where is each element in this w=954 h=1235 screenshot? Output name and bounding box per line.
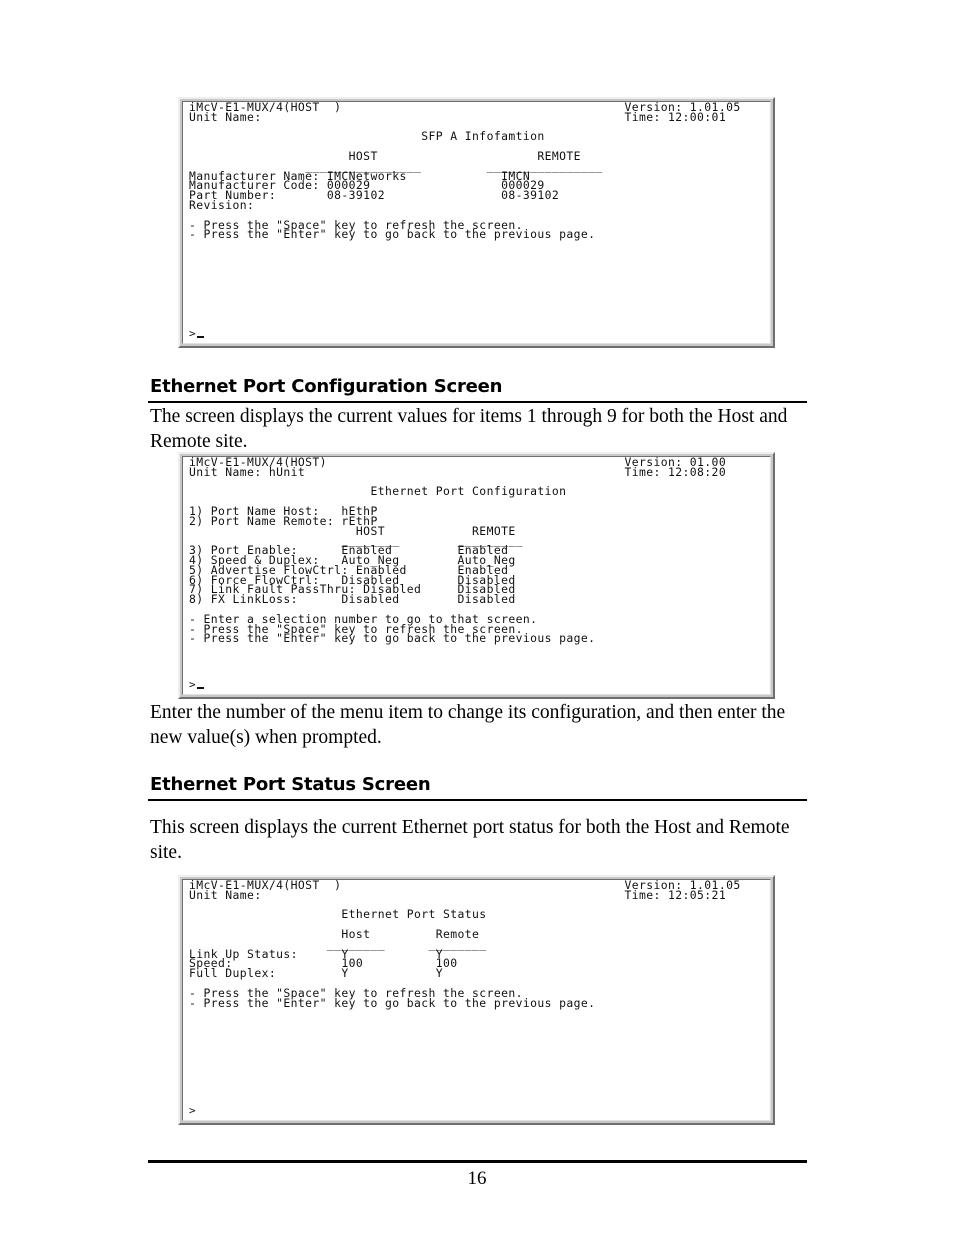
port-config-terminal-screenshot	[178, 452, 775, 699]
sfp-info-terminal-screenshot	[178, 97, 775, 348]
port-status-intro: This screen displays the current Ethernet port status for both the Host and Remote site.	[150, 817, 790, 863]
port-config-instructions: Enter the number of the menu item to change its configuration, and then enter the new value(s) when prompted.	[150, 702, 786, 748]
command-prompt: >	[189, 1104, 196, 1117]
footer-rule	[148, 1160, 807, 1163]
port-status-terminal-screenshot	[178, 875, 775, 1125]
heading-rule	[148, 799, 807, 801]
port-config-intro: The screen displays the current values for items 1 through 9 for both the Host and Remote site.	[150, 406, 788, 452]
terminal-display	[182, 101, 771, 344]
terminal-display	[182, 879, 771, 1121]
page-number: 16	[467, 1168, 487, 1189]
cursor-icon	[197, 687, 204, 689]
section-heading-port-config: Ethernet Port Configuration Screen	[150, 376, 503, 397]
terminal-text: iMcV-E1-MUX/4(HOST ) Version: 1.01.05 Unit Name: Time: 12:05:21 Ethernet Port Status Host Remote ________ ________ Link Up Status: Y Y Speed: 100 100 Full Duplex: Y Y - Press the "Space" key to refresh the screen. - Press the "Enter" key to go back to the previous page.	[189, 879, 741, 1010]
heading-rule	[148, 401, 807, 403]
terminal-text: iMcV-E1-MUX/4(HOST ) Version: 1.01.05 Unit Name: Time: 12:00:01 SFP A Infofamtion HOST REMOTE ________________ ________________ Manufacturer Name: IMCNetworks IMCN Manufacturer Code: 000029 000029 Part Number: 08-39102 08-39102 Revision: - Press the "Space" key to refresh the screen. - Press the "Enter" key to go back to the previous page.	[189, 101, 741, 242]
command-prompt: >	[189, 679, 204, 690]
terminal-display	[182, 456, 771, 695]
section-heading-port-status: Ethernet Port Status Screen	[150, 774, 431, 795]
terminal-text: iMcV-E1-MUX/4(HOST) Version: 01.00 Unit Name: hUnit Time: 12:08:20 Ethernet Port Configuration 1) Port Name Host: hEthP 2) Port Name Remote: rEthP HOST REMOTE ________ _________ 3) Port Enable: Enabled Enabled 4) Speed & Duplex: Auto_Neg Auto_Neg 5) Advertise FlowCtrl: Enabled Enabled 6) Force FlowCtrl: Disabled Disabled 7) Link Fault PassThru: Disabled Disabled 8) FX LinkLoss: Disabled Disabled - Enter a selection number to go to that screen. - Press the "Space" key to refresh the screen. - Press the "Enter" key to go back to the previous page.	[189, 456, 727, 646]
cursor-icon	[197, 336, 204, 338]
command-prompt: >	[189, 328, 204, 339]
